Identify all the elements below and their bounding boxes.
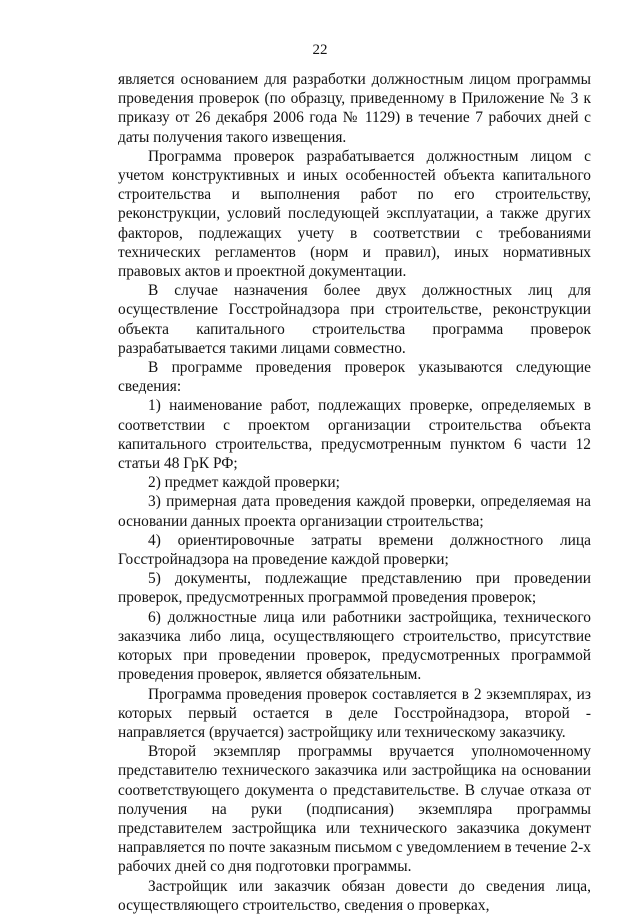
paragraph: Застройщик или заказчик обязан довести до сведения лица, осуществляющего строительство, сведения о проверках,	[118, 877, 591, 914]
paragraph: Программа проверок разрабатывается должностным лицом с учетом конструктивных и иных особенностей объекта капитального строительства и выполнения работ по его строительству, реконструкции, условий последующей эксплуатации, а также других факторов, подлежащих учету в соответствии с требованиями технических регламентов (норм и правил), иных нормативных правовых актов и проектной документации.	[118, 147, 591, 281]
list-item: 6) должностные лица или работники застройщика, технического заказчика либо лица, осуществляющего строительство, присутствие которых при проведении проверок, предусмотренных программой проведения проверок, является обязательным.	[118, 608, 591, 684]
paragraph: Второй экземпляр программы вручается уполномоченному представителю технического заказчика или застройщика на основании соответствующего документа о представительстве. В случае отказа от получения на руки (подписания) экземпляра программы представителем застройщика или технического заказчика документ направляется по почте заказным письмом с уведомлением в течение 2-х рабочих дней со дня подготовки программы.	[118, 743, 591, 876]
paragraph: В программе проведения проверок указываются следующие сведения:	[118, 359, 591, 396]
page-number: 22	[312, 42, 328, 58]
list-item: 4) ориентировочные затраты времени должностного лица Госстройнадзора на проведение каждой проверки;	[118, 531, 591, 569]
list-item: 5) документы, подлежащие представлению при проведении проверок, предусмотренных программой проведения проверок;	[118, 570, 591, 607]
document-body	[118, 70, 591, 915]
list-item: 1) наименование работ, подлежащих проверке, определяемых в соответствии с проектом организации строительства объекта капитального строительства, предусмотренным пунктом 6 части 12 статьи 48 ГрК РФ;	[118, 397, 591, 473]
list-item: 3) примерная дата проведения каждой проверки, определяемая на основании данных проекта организации строительства;	[118, 493, 591, 530]
list-item: 2) предмет каждой проверки;	[148, 474, 340, 492]
paragraph: В случае назначения более двух должностных лиц для осуществление Госстройнадзора при строительстве, реконструкции объекта капитального строительства программа проверок разрабатывается такими лицами совместно.	[118, 282, 591, 357]
paragraph: Программа проведения проверок составляется в 2 экземплярах, из которых первый остается в деле Госстройнадзора, второй - направляется (вручается) застройщику или техническому заказчику.	[118, 685, 591, 741]
paragraph: является основанием для разработки должностным лицом программы проведения проверок (по образцу, приведенному в Приложение № 3 к приказу от 26 декабря 2006 года № 1129) в течение 7 рабочих дней с даты получения такого извещения.	[118, 71, 591, 146]
